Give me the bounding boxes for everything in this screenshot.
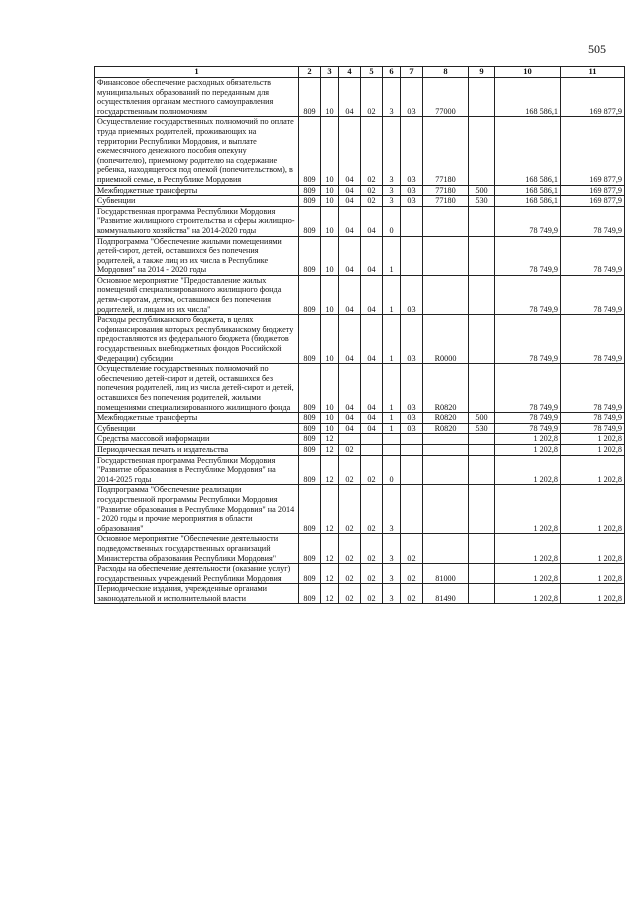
row-value-cell: 12 <box>321 564 339 584</box>
row-value-cell <box>469 275 495 314</box>
row-value-cell: 169 877,9 <box>561 117 625 185</box>
row-value-cell: 12 <box>321 584 339 604</box>
row-value-cell: 809 <box>299 444 321 455</box>
row-value-cell: 169 877,9 <box>561 185 625 196</box>
row-name-cell: Государственная программа Республики Мордовия "Развитие жилищного строительства и сферы жилищно-коммунального хозяйства" на 2014-2020 годы <box>95 206 299 236</box>
row-value-cell: 10 <box>321 185 339 196</box>
row-value-cell: R0820 <box>423 413 469 424</box>
row-value-cell: 1 202,8 <box>495 434 561 445</box>
row-value-cell <box>423 455 469 485</box>
row-value-cell: 78 749,9 <box>561 364 625 413</box>
row-value-cell <box>423 534 469 564</box>
row-value-cell: 04 <box>339 413 361 424</box>
row-value-cell: 03 <box>401 364 423 413</box>
row-value-cell: 809 <box>299 455 321 485</box>
row-value-cell <box>469 455 495 485</box>
row-value-cell: 04 <box>339 78 361 117</box>
row-value-cell: 04 <box>361 364 383 413</box>
row-name-cell: Межбюджетные трансферты <box>95 413 299 424</box>
row-value-cell: 04 <box>339 185 361 196</box>
row-value-cell: 78 749,9 <box>495 364 561 413</box>
row-value-cell: 809 <box>299 564 321 584</box>
row-value-cell: R0820 <box>423 423 469 434</box>
row-value-cell <box>401 455 423 485</box>
row-value-cell: 02 <box>361 78 383 117</box>
header-cell: 8 <box>423 67 469 78</box>
row-value-cell: 809 <box>299 275 321 314</box>
row-value-cell: 02 <box>339 584 361 604</box>
row-value-cell: 12 <box>321 534 339 564</box>
row-value-cell: 03 <box>401 117 423 185</box>
row-value-cell: 04 <box>339 236 361 275</box>
row-value-cell: 03 <box>401 423 423 434</box>
row-value-cell: 10 <box>321 117 339 185</box>
row-value-cell: 1 202,8 <box>495 534 561 564</box>
row-value-cell: 78 749,9 <box>561 206 625 236</box>
row-value-cell <box>469 584 495 604</box>
row-value-cell: 530 <box>469 196 495 207</box>
row-value-cell: 02 <box>361 485 383 534</box>
table-row <box>95 185 625 196</box>
row-value-cell <box>469 444 495 455</box>
row-value-cell: 3 <box>383 117 401 185</box>
header-cell: 6 <box>383 67 401 78</box>
header-cell: 2 <box>299 67 321 78</box>
table-row <box>95 584 625 604</box>
row-value-cell: 04 <box>339 315 361 364</box>
row-value-cell: 3 <box>383 185 401 196</box>
row-name-cell: Осуществление государственных полномочий по оплате труда приемных родителей, проживающих на территории Республики Мордовия, и выплате ежемесячного денежного пособия опекуну (попечителю), приемному родителю на содержание ребенка, находящегося под опекой (попечительством), в приемной семье, в Республике Мордовия <box>95 117 299 185</box>
row-value-cell: 78 749,9 <box>561 315 625 364</box>
row-name-cell: Осуществление государственных полномочий по обеспечению детей-сирот и детей, оставшихся без попечения родителей, лиц из числа детей-сирот и детей, оставшихся без попечения родителей, жилыми помещениями специализированного жилищного фонда <box>95 364 299 413</box>
row-value-cell: 12 <box>321 485 339 534</box>
row-value-cell <box>361 444 383 455</box>
row-value-cell: 02 <box>401 584 423 604</box>
row-value-cell: 03 <box>401 78 423 117</box>
row-value-cell <box>469 206 495 236</box>
row-value-cell: 04 <box>361 206 383 236</box>
row-value-cell <box>469 117 495 185</box>
row-value-cell: 02 <box>361 196 383 207</box>
row-value-cell <box>469 364 495 413</box>
table-row <box>95 444 625 455</box>
row-value-cell: 02 <box>361 584 383 604</box>
row-value-cell: 04 <box>339 196 361 207</box>
row-value-cell: 500 <box>469 185 495 196</box>
row-value-cell: 10 <box>321 196 339 207</box>
row-name-cell: Расходы на обеспечение деятельности (оказание услуг) государственных учреждений Республики Мордовия <box>95 564 299 584</box>
row-value-cell: 02 <box>361 534 383 564</box>
row-value-cell: 78 749,9 <box>561 413 625 424</box>
row-value-cell: 81000 <box>423 564 469 584</box>
row-value-cell: 168 586,1 <box>495 78 561 117</box>
table-row <box>95 534 625 564</box>
row-value-cell: 1 <box>383 364 401 413</box>
row-value-cell: 02 <box>401 564 423 584</box>
row-value-cell: 1 202,8 <box>561 584 625 604</box>
table-row <box>95 78 625 117</box>
row-value-cell: 1 <box>383 423 401 434</box>
row-value-cell: 168 586,1 <box>495 117 561 185</box>
row-value-cell: 1 <box>383 413 401 424</box>
table-row <box>95 196 625 207</box>
header-cell: 3 <box>321 67 339 78</box>
table-row <box>95 423 625 434</box>
header-cell: 5 <box>361 67 383 78</box>
row-value-cell: 12 <box>321 444 339 455</box>
row-value-cell <box>423 444 469 455</box>
row-value-cell: 02 <box>361 564 383 584</box>
row-value-cell: 04 <box>361 423 383 434</box>
row-value-cell: 03 <box>401 196 423 207</box>
row-value-cell: 78 749,9 <box>495 423 561 434</box>
row-value-cell: 809 <box>299 78 321 117</box>
row-value-cell: 0 <box>383 206 401 236</box>
row-value-cell: 809 <box>299 413 321 424</box>
row-value-cell: 78 749,9 <box>495 413 561 424</box>
row-value-cell <box>383 434 401 445</box>
row-value-cell <box>401 206 423 236</box>
row-value-cell: 10 <box>321 78 339 117</box>
row-value-cell: 78 749,9 <box>495 236 561 275</box>
row-value-cell: 809 <box>299 434 321 445</box>
row-value-cell: 78 749,9 <box>561 275 625 314</box>
row-value-cell: 78 749,9 <box>561 423 625 434</box>
table-row <box>95 485 625 534</box>
table-row <box>95 117 625 185</box>
row-value-cell <box>469 434 495 445</box>
row-value-cell: 809 <box>299 236 321 275</box>
row-value-cell: 809 <box>299 534 321 564</box>
table-row <box>95 206 625 236</box>
table-row <box>95 315 625 364</box>
row-value-cell: 77000 <box>423 78 469 117</box>
page-number: 505 <box>588 42 606 56</box>
row-value-cell: 02 <box>339 534 361 564</box>
row-value-cell: 809 <box>299 196 321 207</box>
header-cell: 9 <box>469 67 495 78</box>
row-value-cell: 809 <box>299 206 321 236</box>
row-value-cell: R0820 <box>423 364 469 413</box>
row-value-cell: 809 <box>299 423 321 434</box>
header-cell: 7 <box>401 67 423 78</box>
row-value-cell <box>361 434 383 445</box>
row-value-cell: 1 202,8 <box>495 444 561 455</box>
row-value-cell <box>469 236 495 275</box>
row-value-cell: 03 <box>401 185 423 196</box>
row-name-cell: Подпрограмма "Обеспечение жилыми помещениями детей-сирот, детей, оставшихся без попечения родителей, а также лиц из их числа в Республике Мордовия" на 2014 - 2020 годы <box>95 236 299 275</box>
row-value-cell: 809 <box>299 117 321 185</box>
table-row <box>95 564 625 584</box>
table-row <box>95 275 625 314</box>
row-value-cell: 78 749,9 <box>495 206 561 236</box>
row-value-cell <box>339 434 361 445</box>
row-value-cell: 10 <box>321 315 339 364</box>
row-value-cell: 500 <box>469 413 495 424</box>
row-name-cell: Государственная программа Республики Мордовия "Развитие образования в Республике Мордовия" на 2014-2025 годы <box>95 455 299 485</box>
row-value-cell: 04 <box>361 275 383 314</box>
row-value-cell <box>401 485 423 534</box>
row-value-cell <box>423 236 469 275</box>
row-value-cell: 12 <box>321 455 339 485</box>
row-value-cell: 0 <box>383 455 401 485</box>
table-body <box>95 78 625 604</box>
row-value-cell: 809 <box>299 584 321 604</box>
row-value-cell: 530 <box>469 423 495 434</box>
row-name-cell: Субвенции <box>95 423 299 434</box>
row-value-cell: 809 <box>299 315 321 364</box>
row-value-cell <box>383 444 401 455</box>
row-value-cell: 10 <box>321 275 339 314</box>
row-value-cell: 02 <box>339 444 361 455</box>
row-name-cell: Средства массовой информации <box>95 434 299 445</box>
row-value-cell: 10 <box>321 236 339 275</box>
row-value-cell: 02 <box>361 185 383 196</box>
row-name-cell: Финансовое обеспечение расходных обязательств муниципальных образований по переданным для осуществления органам местного самоуправления государственным полномочиям <box>95 78 299 117</box>
header-row <box>95 67 625 78</box>
row-value-cell: 03 <box>401 315 423 364</box>
row-value-cell <box>401 444 423 455</box>
row-value-cell: 1 202,8 <box>561 564 625 584</box>
row-value-cell: 1 202,8 <box>495 455 561 485</box>
row-value-cell: 1 <box>383 275 401 314</box>
row-value-cell <box>401 434 423 445</box>
row-value-cell: 04 <box>339 117 361 185</box>
row-value-cell: 169 877,9 <box>561 196 625 207</box>
row-value-cell <box>423 485 469 534</box>
row-name-cell: Субвенции <box>95 196 299 207</box>
row-value-cell: 78 749,9 <box>495 275 561 314</box>
row-value-cell: 77180 <box>423 196 469 207</box>
row-value-cell: 78 749,9 <box>495 315 561 364</box>
row-value-cell: 1 202,8 <box>561 534 625 564</box>
row-value-cell <box>469 534 495 564</box>
row-value-cell: 12 <box>321 434 339 445</box>
row-value-cell: 168 586,1 <box>495 196 561 207</box>
row-value-cell: 1 202,8 <box>561 455 625 485</box>
row-value-cell: 809 <box>299 185 321 196</box>
table-row <box>95 434 625 445</box>
row-value-cell <box>423 206 469 236</box>
row-value-cell: 809 <box>299 364 321 413</box>
row-value-cell: 1 202,8 <box>561 434 625 445</box>
row-value-cell <box>469 564 495 584</box>
header-cell: 4 <box>339 67 361 78</box>
row-value-cell <box>401 236 423 275</box>
row-value-cell: 04 <box>361 236 383 275</box>
row-value-cell: R0000 <box>423 315 469 364</box>
row-name-cell: Основное мероприятие "Предоставление жилых помещений специализированного жилищного фонда детям-сиротам, детям, оставшимся без попечения родителей, и лицам из их числа" <box>95 275 299 314</box>
row-value-cell <box>469 78 495 117</box>
row-value-cell: 02 <box>339 455 361 485</box>
row-value-cell <box>469 485 495 534</box>
row-value-cell <box>423 275 469 314</box>
row-value-cell: 10 <box>321 413 339 424</box>
row-name-cell: Подпрограмма "Обеспечение реализации государственной программы Республики Мордовия "Развитие образования в Республике Мордовия" на 2014 - 2020 годы и прочие мероприятия в области образования" <box>95 485 299 534</box>
row-value-cell: 1 202,8 <box>561 485 625 534</box>
row-name-cell: Периодические издания, учрежденные органами законодательной и исполнительной власти <box>95 584 299 604</box>
row-value-cell: 3 <box>383 564 401 584</box>
table-row <box>95 455 625 485</box>
header-cell: 11 <box>561 67 625 78</box>
row-value-cell: 169 877,9 <box>561 78 625 117</box>
header-cell: 10 <box>495 67 561 78</box>
row-name-cell: Расходы республиканского бюджета, в целях софинансирования которых республиканскому бюджету предоставляются из федерального бюджета (бюджетов государственных внебюджетных фондов Российской Федерации) субсидии <box>95 315 299 364</box>
row-value-cell: 10 <box>321 423 339 434</box>
row-value-cell: 1 <box>383 315 401 364</box>
row-name-cell: Межбюджетные трансферты <box>95 185 299 196</box>
row-value-cell: 3 <box>383 485 401 534</box>
row-value-cell: 02 <box>339 485 361 534</box>
row-value-cell: 3 <box>383 196 401 207</box>
header-cell: 1 <box>95 67 299 78</box>
row-value-cell: 04 <box>339 275 361 314</box>
row-value-cell: 04 <box>361 315 383 364</box>
row-value-cell: 1 202,8 <box>495 564 561 584</box>
row-value-cell: 02 <box>339 564 361 584</box>
budget-table <box>94 66 625 604</box>
row-value-cell: 3 <box>383 584 401 604</box>
row-value-cell <box>469 315 495 364</box>
table-row <box>95 364 625 413</box>
row-value-cell: 77180 <box>423 185 469 196</box>
row-value-cell: 02 <box>401 534 423 564</box>
row-value-cell: 03 <box>401 275 423 314</box>
row-value-cell: 04 <box>339 423 361 434</box>
row-value-cell: 04 <box>339 206 361 236</box>
row-value-cell: 04 <box>361 413 383 424</box>
row-value-cell: 3 <box>383 78 401 117</box>
row-value-cell: 81490 <box>423 584 469 604</box>
row-value-cell: 02 <box>361 455 383 485</box>
row-value-cell: 02 <box>361 117 383 185</box>
row-value-cell: 168 586,1 <box>495 185 561 196</box>
row-value-cell: 1 <box>383 236 401 275</box>
row-value-cell: 1 202,8 <box>495 485 561 534</box>
table-row <box>95 413 625 424</box>
row-value-cell: 78 749,9 <box>561 236 625 275</box>
row-value-cell: 77180 <box>423 117 469 185</box>
row-value-cell: 1 202,8 <box>495 584 561 604</box>
row-value-cell: 10 <box>321 364 339 413</box>
row-value-cell: 10 <box>321 206 339 236</box>
row-value-cell: 03 <box>401 413 423 424</box>
row-value-cell: 3 <box>383 534 401 564</box>
row-value-cell: 1 202,8 <box>561 444 625 455</box>
table-row <box>95 236 625 275</box>
row-value-cell <box>423 434 469 445</box>
row-name-cell: Основное мероприятие "Обеспечение деятельности подведомственных государственных организаций Министерства образования Республики Мордовия" <box>95 534 299 564</box>
row-value-cell: 809 <box>299 485 321 534</box>
row-value-cell: 04 <box>339 364 361 413</box>
row-name-cell: Периодическая печать и издательства <box>95 444 299 455</box>
